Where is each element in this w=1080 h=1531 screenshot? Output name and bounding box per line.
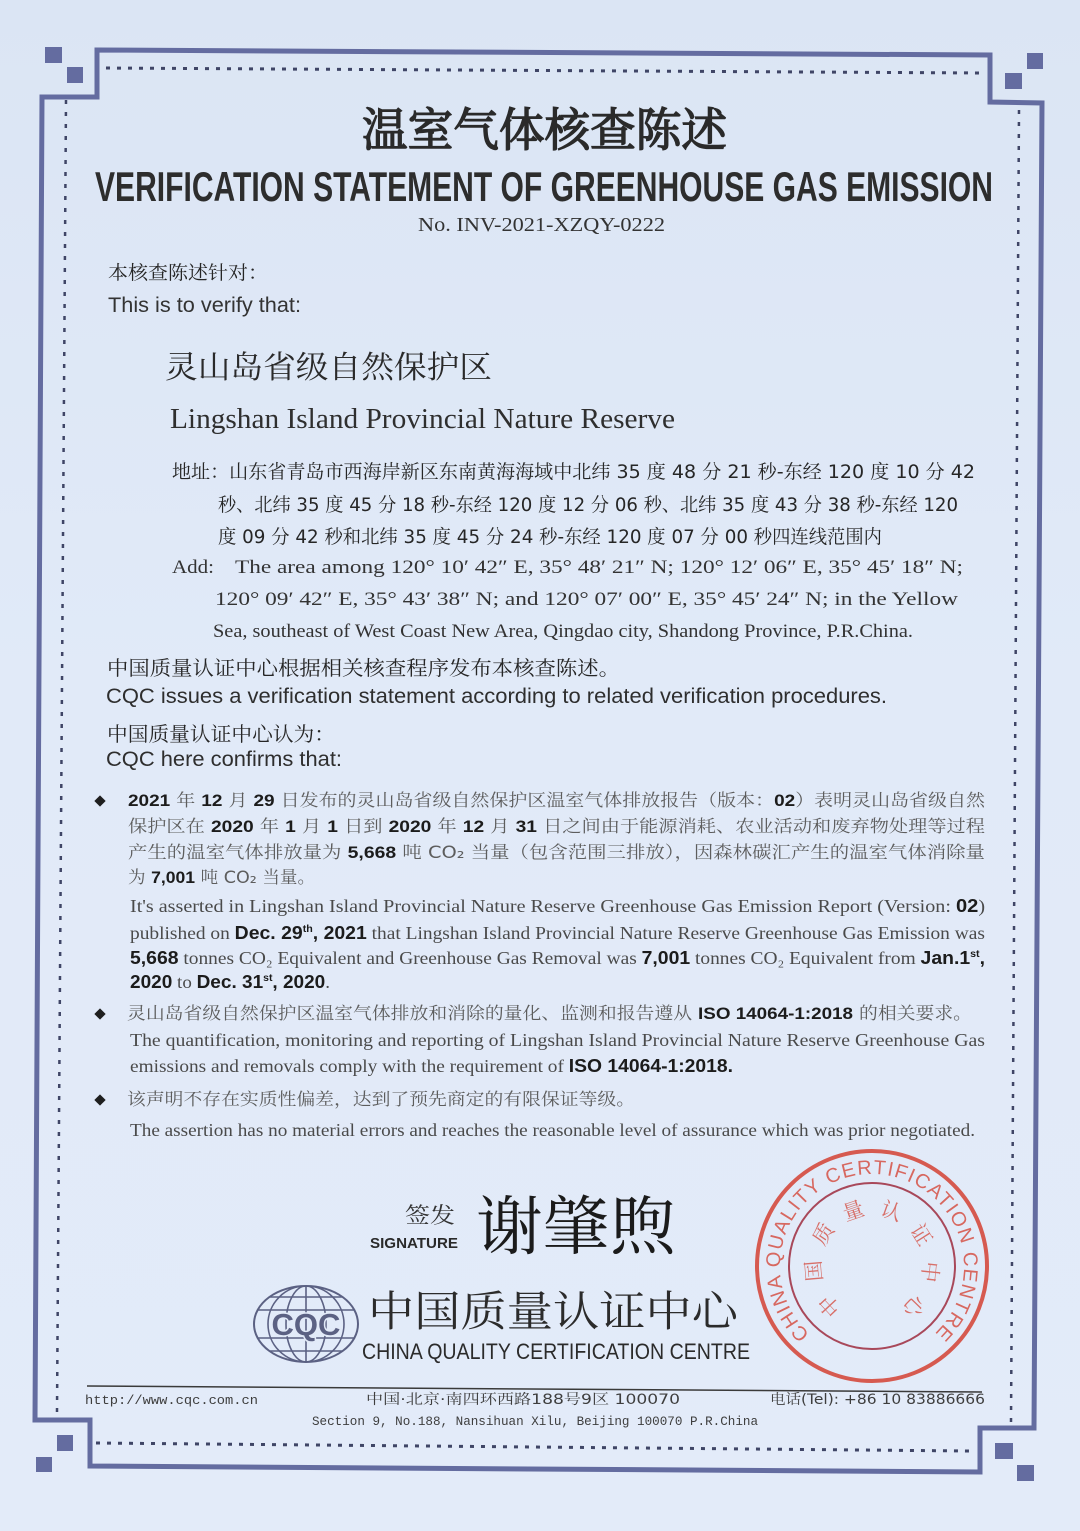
emphasized-text: 2020 (210, 817, 254, 836)
body-text: 日到 (337, 817, 389, 837)
emphasized-text: 12 (201, 791, 223, 810)
seal-ring-text-path: CHINA QUALITY CERTIFICATION CENTRE (762, 1156, 982, 1346)
issuance-chinese: 中国质量认证中心根据相关核查程序发布本核查陈述。 (107, 656, 621, 680)
issuer-name-english: CHINA QUALITY CERTIFICATION CENTRE (362, 1339, 750, 1364)
body-text: 该声明不存在实质性偏差，达到了预先商定的有限保证等级。 (127, 1090, 636, 1110)
footer-address-chinese: 中国·北京·南四环西路188号9区 100070 (366, 1392, 681, 1408)
finding-1-chinese-line (128, 842, 985, 864)
emphasized-text: 1 (285, 817, 296, 836)
corner-square (57, 1435, 73, 1451)
finding-1-chinese-line (128, 867, 315, 889)
finding-1-chinese-line (128, 816, 985, 838)
confirmation-chinese: 中国质量认证中心认为： (107, 722, 336, 746)
emphasized-text: Jan.1 (920, 948, 971, 968)
corner-square (67, 67, 83, 83)
finding-2-english-line (130, 1055, 733, 1077)
seal-character: 质 (807, 1218, 840, 1250)
corner-square (36, 1457, 52, 1472)
emphasized-text: 02 (955, 896, 979, 916)
signature-label-chinese: 签发 (405, 1204, 456, 1229)
body-text: 灵山岛省级自然保护区温室气体排放和消除的量化、监测和报告遵从 (127, 1004, 699, 1024)
finding-1-english-line (130, 895, 985, 917)
body-text: 月 (295, 817, 328, 837)
seal-character: 中 (813, 1289, 846, 1322)
emphasized-text: Dec. 31 (196, 972, 264, 992)
diamond-bullet-icon (94, 1008, 105, 1019)
issuance-english: CQC issues a verification statement according to related verification procedures. (106, 685, 888, 708)
corner-square (45, 47, 62, 63)
title-english: VERIFICATION STATEMENT OF GREENHOUSE GAS EMISSION (95, 163, 993, 210)
emphasized-text: ISO 14064-1:2018. (568, 1056, 734, 1076)
handwritten-signature: 谢肇煦 (476, 1191, 677, 1265)
seal-character: 认 (877, 1196, 906, 1227)
emphasized-text: ISO 14064-1:2018 (698, 1004, 854, 1023)
body-text: 日发布的灵山岛省级自然保护区温室气体排放报告（版本： (274, 791, 775, 811)
address-english-line: 120° 09′ 42″ E, 35° 43′ 38″ N; and 120° 07′ 00″ E, 35° 45′ 24″ N; in the Yellow (215, 589, 958, 610)
logo-text: CQC (271, 1307, 341, 1342)
footer-address-english: Section 9, No.188, Nansihuan Xilu, Beijing 100070 P.R.China (312, 1414, 759, 1429)
emphasized-text: Dec. 29 (234, 923, 303, 943)
body-text: 产生的温室气体排放量为 (128, 843, 348, 863)
address-english-line: Sea, southeast of West Coast New Area, Qingdao city, Shandong Province, P.R.China. (213, 621, 913, 642)
body-text: published on (130, 923, 235, 943)
emphasized-text: , (979, 948, 986, 968)
emphasized-text: 29 (253, 791, 275, 810)
emphasized-text: 5,668 (347, 843, 397, 862)
body-text: 日之间由于能源消耗、农业活动和废弃物处理等过程 (536, 817, 985, 837)
statement-number: No. INV-2021-XZQY-0222 (418, 214, 666, 236)
body-text: The quantification, monitoring and reporting of Lingshan Island Provincial Nature Reserve Greenhouse Gas (130, 1030, 985, 1050)
diamond-bullet-icon (94, 1094, 105, 1105)
address-chinese-line: 秒、北纬 35 度 45 分 18 秒-东经 120 度 12 分 06 秒、北纬 35 度 43 分 38 秒-东经 120 (218, 494, 959, 516)
diamond-bullet-icon (94, 795, 105, 806)
seal-character: 证 (905, 1219, 937, 1251)
seal-center-characters (801, 1196, 942, 1323)
body-text: 年 (170, 791, 202, 811)
address-english-label: Add: (172, 557, 215, 578)
seal-character: 量 (839, 1196, 868, 1226)
body-text: 吨 CO₂ 当量。 (195, 868, 315, 888)
emphasized-text: 2021 (128, 791, 171, 810)
body-text: 月 (222, 791, 254, 811)
body-text: 年 (253, 817, 286, 837)
organization-name-chinese: 灵山岛省级自然保护区 (165, 350, 492, 386)
body-text: The assertion has no material errors and reaches the reasonable level of assurance which was prior negotiated. (130, 1120, 976, 1140)
emphasized-text: 12 (462, 817, 485, 836)
body-text: to (172, 972, 197, 992)
body-text: 月 (484, 817, 516, 837)
emphasized-text: 7,001 (641, 948, 691, 968)
inner-dotted-border-left (57, 100, 66, 1412)
intro-chinese: 本核查陈述针对： (108, 262, 268, 284)
finding-3-chinese-line (127, 1089, 635, 1111)
emphasized-text: 31 (515, 817, 537, 836)
emphasized-text: , 2021 (312, 923, 367, 943)
cqc-logo (250, 1283, 362, 1365)
finding-1-chinese-line (128, 790, 985, 812)
inner-dotted-border-right (1011, 110, 1019, 1422)
title-chinese: 温室气体核查陈述 (362, 103, 727, 157)
address-chinese-line: 度 09 分 42 秒和北纬 35 度 45 分 24 秒-东经 120 度 07 分 00 秒四连线范围内 (218, 526, 882, 548)
corner-square (1017, 1465, 1034, 1481)
address-chinese-line: 地址：山东省青岛市西海岸新区东南黄海海域中北纬 35 度 48 分 21 秒-东经 120 度 10 分 42 (172, 461, 976, 483)
body-text: tonnes CO₂ Equivalent and Greenhouse Gas Removal was (178, 948, 642, 968)
emphasized-text: st (263, 973, 273, 984)
body-text: 年 (431, 817, 463, 837)
corner-square (1027, 53, 1043, 69)
emphasized-text: st (970, 949, 980, 960)
corner-square (1005, 73, 1022, 89)
finding-1-english-line (130, 968, 330, 993)
emphasized-text: 2020 (130, 972, 173, 992)
signature-label-english: SIGNATURE (370, 1235, 459, 1252)
finding-1-english-line (130, 919, 985, 944)
body-text: It's asserted in Lingshan Island Provincial Nature Reserve Greenhouse Gas Emission Report (Version: (130, 896, 956, 916)
emphasized-text: 02 (774, 791, 796, 810)
seal-character: 中 (916, 1260, 943, 1284)
body-text: 保护区在 (128, 817, 211, 837)
seal-character: 国 (801, 1259, 828, 1283)
official-seal (752, 1146, 992, 1386)
emphasized-text: 1 (327, 817, 338, 836)
address-english-line: The area among 120° 10′ 42″ E, 35° 48′ 21″ N; 120° 12′ 06″ E, 35° 45′ 18″ N; (235, 557, 963, 578)
inner-dotted-border-bottom (96, 1443, 970, 1451)
emphasized-text: , 2020 (272, 972, 326, 992)
corner-square (995, 1443, 1013, 1459)
intro-english: This is to verify that: (108, 294, 302, 317)
body-text: . (325, 972, 331, 992)
emphasized-text: 7,001 (151, 868, 196, 887)
body-text: 吨 CO₂ 当量（包含范围三排放），因森林碳汇产生的温室气体消除量 (396, 843, 985, 863)
seal-outer-ring (757, 1151, 987, 1381)
organization-name-english: Lingshan Island Provincial Nature Reserve (170, 404, 675, 435)
finding-2-chinese-line (127, 1003, 972, 1025)
body-text: ）表明灵山岛省级自然 (795, 791, 985, 811)
body-text: ) (978, 896, 986, 916)
footer-telephone: 电话(Tel): +86 10 83886666 (770, 1392, 986, 1408)
finding-3-english-line (130, 1119, 975, 1141)
finding-2-english-line (130, 1029, 985, 1051)
body-text: that Lingshan Island Provincial Nature Reserve Greenhouse Gas Emission was (366, 923, 985, 943)
body-text: tonnes CO₂ Equivalent from (690, 948, 921, 968)
finding-1-english-line (130, 944, 985, 969)
emphasized-text: 2020 (388, 817, 432, 836)
body-text: 为 (128, 868, 152, 888)
seal-ring-text (763, 1157, 982, 1346)
issuer-name-chinese: 中国质量认证中心 (368, 1287, 738, 1336)
confirmation-english: CQC here confirms that: (106, 748, 343, 771)
inner-dotted-border-top (106, 68, 982, 73)
footer-website: http://www.cqc.com.cn (85, 1393, 259, 1408)
emphasized-text: th (302, 924, 313, 935)
emphasized-text: 5,668 (130, 948, 179, 968)
body-text: emissions and removals comply with the requirement of (130, 1056, 569, 1076)
seal-character: 心 (897, 1290, 930, 1323)
body-text: 的相关要求。 (853, 1004, 972, 1024)
